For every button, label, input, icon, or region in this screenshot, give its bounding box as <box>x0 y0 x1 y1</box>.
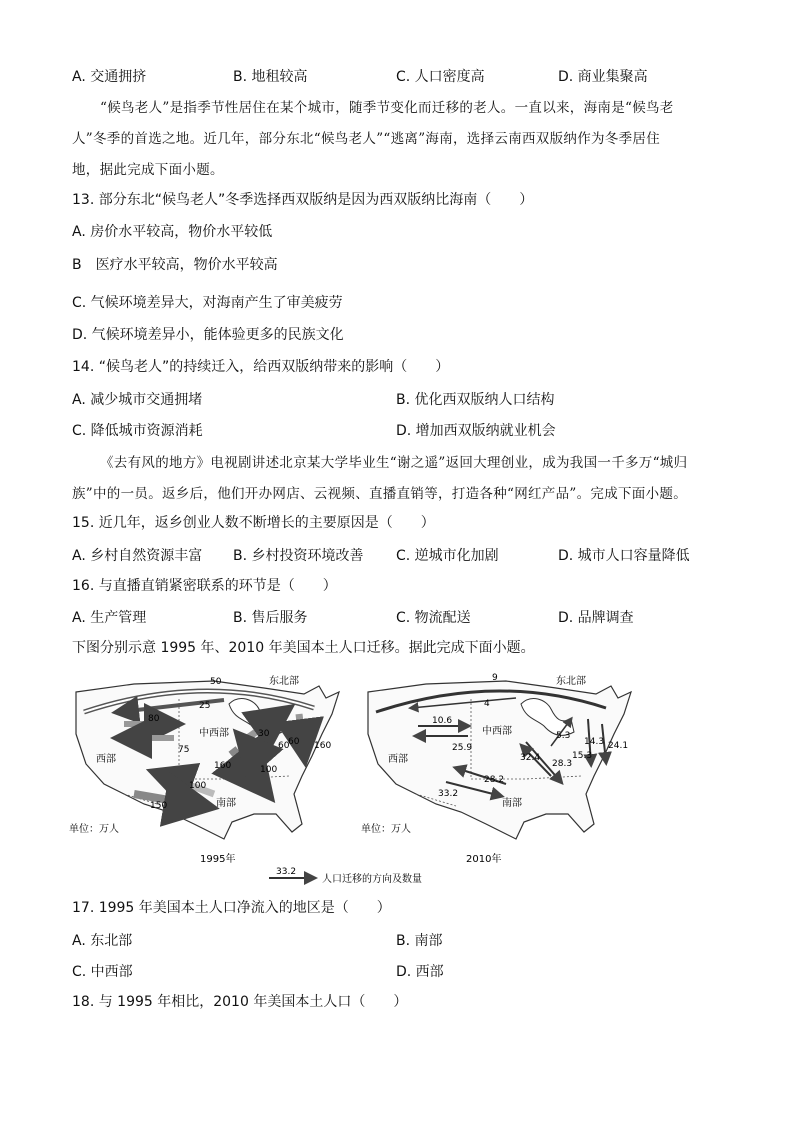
q13-stem: 13. 部分东北“候鸟老人”冬季选择西双版纳是因为西双版纳比海南（ ） <box>72 192 534 208</box>
q13-option-d[interactable]: D. 气候环境差异小，能体验更多的民族文化 <box>72 327 344 343</box>
value-2010-1: 4 <box>484 699 490 709</box>
arrow-ne-s-1995 <box>299 714 304 754</box>
region-northeast-1995: 东北部 <box>269 676 299 687</box>
value-2010-7: 24.1 <box>608 741 629 751</box>
value-1995-0: 50 <box>210 677 222 687</box>
q17-option-d[interactable]: D. 西部 <box>396 964 444 980</box>
region-midwest-1995: 中西部 <box>199 728 229 739</box>
figure-legend <box>269 867 422 885</box>
passage1-line2: 人”冬季的首选之地。近几年，部分东北“候鸟老人”“逃离”海南，选择云南西双版纳作为冬季居住 <box>72 131 661 147</box>
passage1-line1: “候鸟老人”是指季节性居住在某个城市，随季节变化而迁移的老人。一直以来，海南是“候鸟老 <box>100 100 674 116</box>
legend-text: 人口迁移的方向及数量 <box>322 874 422 885</box>
q17-option-b[interactable]: B. 南部 <box>396 933 443 949</box>
region-south-1995: 南部 <box>216 798 236 809</box>
value-1995-1: 25 <box>199 701 211 711</box>
q14-option-c[interactable]: C. 降低城市资源消耗 <box>72 423 203 439</box>
region-northeast-2010: 东北部 <box>556 676 586 687</box>
value-1995-9: 160 <box>214 761 232 771</box>
value-1995-3: 75 <box>178 745 190 755</box>
value-1995-11: 150 <box>150 801 168 811</box>
q15-option-a[interactable]: A. 乡村自然资源丰富 <box>72 548 203 564</box>
passage2-line1: 《去有风的地方》电视剧讲述北京某大学毕业生“谢之遥”返回大理创业，成为我国一千多万“城归 <box>100 455 688 471</box>
passage2-line2: 族”中的一员。返乡后，他们开办网店、云视频、直播直销等，打造各种“网红产品”。完成下面小题。 <box>72 486 688 502</box>
value-2010-8: 28.3 <box>552 759 573 769</box>
q14-option-a[interactable]: A. 减少城市交通拥堵 <box>72 392 203 408</box>
region-south-2010: 南部 <box>502 798 522 809</box>
value-2010-0: 9 <box>492 673 498 683</box>
q17-option-a[interactable]: A. 东北部 <box>72 933 133 949</box>
value-2010-10: 28.2 <box>484 775 505 785</box>
passage-returnees <box>72 448 722 510</box>
migration-maps-figure <box>64 664 644 889</box>
q16-option-a[interactable]: A. 生产管理 <box>72 610 147 626</box>
value-2010-2: 10.6 <box>432 716 453 726</box>
map-2010 <box>361 673 631 865</box>
q13-option-c[interactable]: C. 气候环境差异大，对海南产生了审美疲劳 <box>72 295 343 311</box>
q15-stem: 15. 近几年，返乡创业人数不断增长的主要原因是（ ） <box>72 515 435 531</box>
legend-value: 33.2 <box>276 867 297 877</box>
q15-option-d[interactable]: D. 城市人口容量降低 <box>558 548 690 564</box>
q12-option-c[interactable]: C. 人口密度高 <box>396 69 485 85</box>
q17-stem: 17. 1995 年美国本土人口净流入的地区是（ ） <box>72 900 391 916</box>
map-1995 <box>69 674 339 865</box>
value-1995-6: 60 <box>288 737 300 747</box>
q14-option-b[interactable]: B. 优化西双版纳人口结构 <box>396 392 555 408</box>
figure-intro: 下图分别示意 1995 年、2010 年美国本土人口迁移。据此完成下面小题。 <box>72 640 535 656</box>
q14-stem: 14. “候鸟老人”的持续迁入，给西双版纳带来的影响（ ） <box>72 359 450 375</box>
q16-stem: 16. 与直播直销紧密联系的环节是（ ） <box>72 578 337 594</box>
value-2010-9: 32.4 <box>520 753 541 763</box>
value-2010-5: 15.3 <box>572 751 593 761</box>
q12-option-d[interactable]: D. 商业集聚高 <box>558 69 648 85</box>
q13-option-b[interactable]: B 医疗水平较高，物价水平较高 <box>72 257 278 273</box>
passage-migratory-elders <box>72 93 722 186</box>
value-2010-11: 33.2 <box>438 789 459 799</box>
unit-label-1995: 单位：万人 <box>69 824 119 835</box>
value-1995-2: 80 <box>148 714 160 724</box>
q13-option-a[interactable]: A. 房价水平较高，物价水平较低 <box>72 224 273 240</box>
value-1995-4: 30 <box>258 729 270 739</box>
value-1995-8: 100 <box>260 765 278 775</box>
q15-option-b[interactable]: B. 乡村投资环境改善 <box>233 548 364 564</box>
region-west-1995: 西部 <box>96 754 116 765</box>
value-2010-4: 5.3 <box>556 731 571 741</box>
q15-option-c[interactable]: C. 逆城市化加剧 <box>396 548 499 564</box>
region-west-2010: 西部 <box>388 754 408 765</box>
value-1995-7: 160 <box>314 741 332 751</box>
value-1995-10: 100 <box>189 781 207 791</box>
q12-option-a[interactable]: A. 交通拥挤 <box>72 69 147 85</box>
q14-option-d[interactable]: D. 增加西双版纳就业机会 <box>396 423 556 439</box>
q16-option-c[interactable]: C. 物流配送 <box>396 610 471 626</box>
value-2010-6: 14.3 <box>584 737 605 747</box>
year-label-2010: 2010年 <box>466 854 502 865</box>
year-label-1995: 1995年 <box>200 854 236 865</box>
value-2010-3: 25.9 <box>452 743 473 753</box>
q12-option-b[interactable]: B. 地租较高 <box>233 69 308 85</box>
q17-option-c[interactable]: C. 中西部 <box>72 964 133 980</box>
passage1-line3: 地，据此完成下面小题。 <box>72 162 224 178</box>
region-midwest-2010: 中西部 <box>482 726 512 737</box>
unit-label-2010: 单位：万人 <box>361 824 411 835</box>
q16-option-b[interactable]: B. 售后服务 <box>233 610 308 626</box>
q18-stem: 18. 与 1995 年相比，2010 年美国本土人口（ ） <box>72 994 408 1010</box>
value-1995-5: 60 <box>278 741 290 751</box>
q16-option-d[interactable]: D. 品牌调查 <box>558 610 634 626</box>
